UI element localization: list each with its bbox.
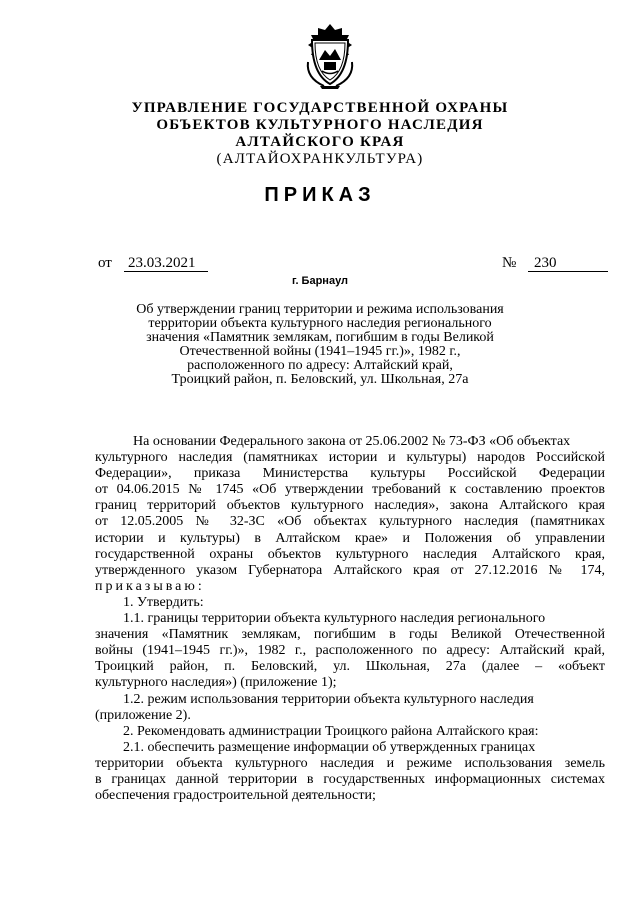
body-line: обеспечения градостроительной деятельности;: [95, 788, 376, 804]
body-line: 1.1. границы территории объекта культурного наследия регионального: [123, 611, 546, 627]
body-line: 2. Рекомендовать администрации Троицкого района Алтайского края:: [123, 723, 539, 739]
agency-name: [90, 100, 550, 168]
body-line: утвержденного указом Губернатора Алтайского края от 27.12.2016 № 174,: [95, 562, 605, 578]
city: г. Барнаул: [291, 275, 349, 287]
subject-line: расположенного по адресу: Алтайский край,: [187, 358, 453, 373]
body-line: культурного наследия») (приложение 1);: [95, 675, 337, 691]
agency-line: ОБЪЕКТОВ КУЛЬТУРНОГО НАСЛЕДИЯ: [156, 117, 484, 133]
body-line: войны (1941–1945 гг.)», 1982 г., расположенного по адресу: Алтайский край,: [95, 643, 605, 659]
body-line: от 04.06.2015 № 1745 «Об утверждении требований к составлению проектов: [95, 482, 605, 498]
body-line: от 12.05.2005 № 32-ЗС «Об объектах культурного наследия (памятниках: [95, 514, 605, 530]
body-line: государственной охраны объектов культурного наследия Алтайского края,: [95, 546, 605, 562]
subject-line: территории объекта культурного наследия регионального: [148, 316, 492, 331]
document-type-title: ПРИКАЗ: [264, 184, 376, 206]
body-line: 2.1. обеспечить размещение информации об утвержденных границах: [123, 739, 536, 755]
body-line: территории объекта культурного наследия и режиме использования земель: [95, 755, 605, 771]
altai-coat-of-arms-icon: [302, 22, 358, 90]
order-body: [95, 434, 605, 804]
body-line: культурного наследия (памятниках истории и культуры) народов Российской: [95, 450, 605, 466]
order-number: 230: [528, 255, 608, 272]
body-line: 1.2. режим использования территории объекта культурного наследия: [123, 691, 534, 707]
subject-line: Об утверждении границ территории и режима использования: [136, 302, 504, 317]
body-line: границ территорий объектов культурного наследия», закона Алтайского края: [95, 498, 605, 514]
body-line: Федерации», приказа Министерства культуры Российской Федерации: [95, 466, 605, 482]
body-line: 1. Утвердить:: [123, 594, 204, 610]
body-line: истории и культуры) в Алтайском крае» и Положения об управлении: [95, 530, 605, 546]
body-line: Троицкий район, п. Беловский, ул. Школьная, 27а (далее – «объект: [95, 659, 605, 675]
body-line: На основании Федерального закона от 25.06.2002 № 73-ФЗ «Об объектах: [133, 434, 571, 449]
order-date: 23.03.2021: [124, 255, 208, 272]
subject-line: значения «Памятник землякам, погибшим в годы Великой: [146, 330, 494, 345]
agency-line: АЛТАЙСКОГО КРАЯ: [235, 134, 405, 150]
number-label: №: [502, 255, 517, 271]
body-line: в границах данной территории в государственных информационных системах: [95, 771, 605, 787]
subject-line: Троицкий район, п. Беловский, ул. Школьная, 27а: [171, 372, 469, 387]
date-label: от: [98, 255, 112, 271]
agency-short-name: (АЛТАЙОХРАНКУЛЬТУРА): [216, 151, 424, 167]
body-line: приказываю:: [95, 578, 205, 594]
agency-line: УПРАВЛЕНИЕ ГОСУДАРСТВЕННОЙ ОХРАНЫ: [131, 100, 509, 116]
body-line: значения «Памятник землякам, погибшим в годы Великой Отечественной: [95, 627, 605, 643]
subject-line: Отечественной войны (1941–1945 гг.)», 1982 г.,: [179, 344, 461, 359]
body-line: (приложение 2).: [95, 707, 191, 723]
order-subject: [120, 303, 520, 387]
